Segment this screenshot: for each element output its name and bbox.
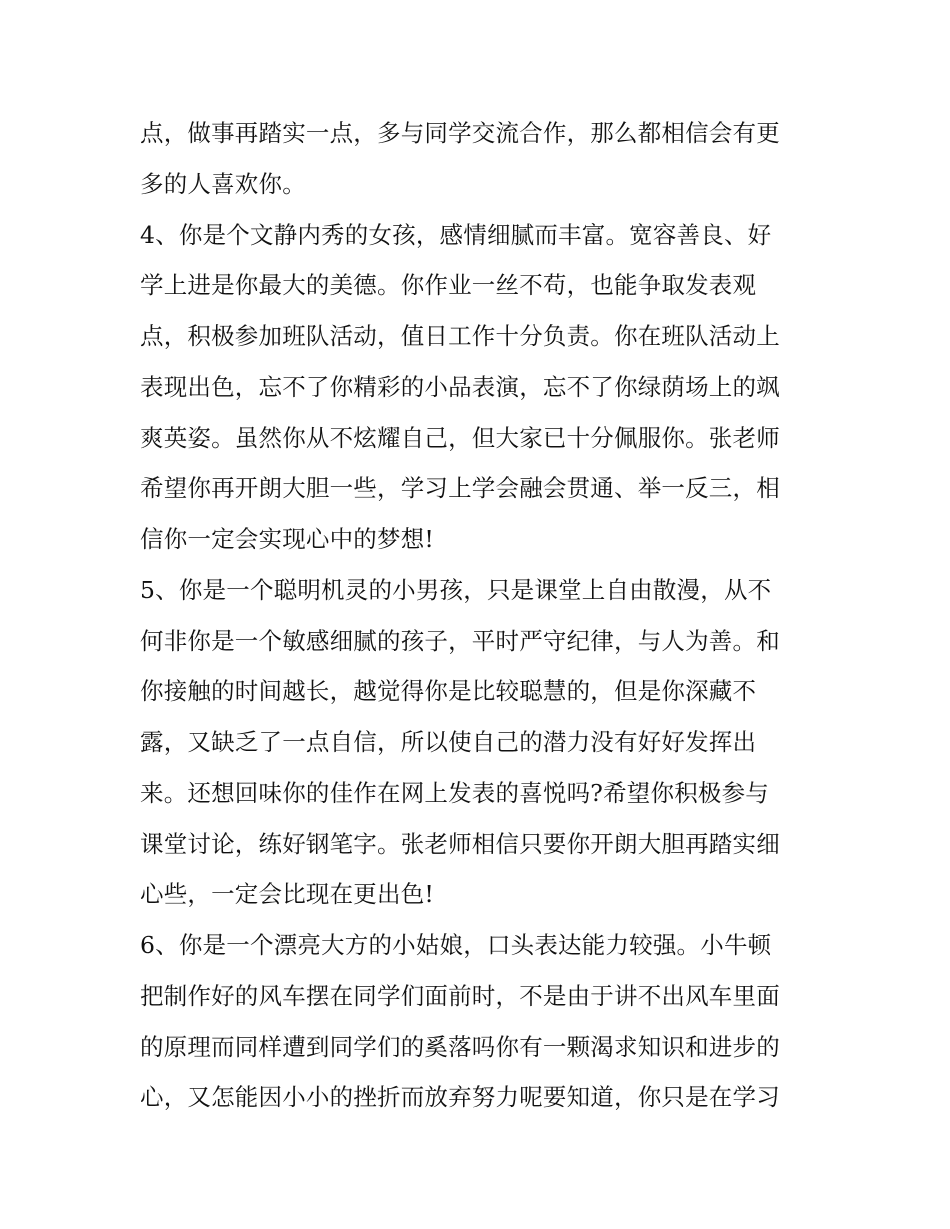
- text-line: 信你一定会实现心中的梦想!: [140, 525, 435, 553]
- text-line: 心些，一定会比现在更出色!: [140, 880, 435, 909]
- text-line: 心，又怎能因小小的挫折而放弃努力呢要知道，你只是在学习: [140, 1083, 780, 1112]
- text-line: 学上进是你最大的美德。你作业一丝不苟，也能争取发表观: [140, 271, 757, 300]
- text-line: 希望你再开朗大胆一些，学习上学会融会贯通、举一反三，相: [140, 474, 780, 503]
- text-line: 表现出色，忘不了你精彩的小品表演，忘不了你绿荫场上的飒: [140, 372, 780, 401]
- text-line: 4、你是个文静内秀的女孩，感情细腻而丰富。宽容善良、好: [140, 220, 772, 249]
- text-line: 你接触的时间越长，越觉得你是比较聪慧的，但是你深藏不: [140, 677, 757, 706]
- text-line: 5、你是一个聪明机灵的小男孩，只是课堂上自由散漫，从不: [140, 575, 772, 604]
- text-line: 露，又缺乏了一点自信，所以使自己的潜力没有好好发挥出: [140, 728, 757, 756]
- text-line: 爽英姿。虽然你从不炫耀自己，但大家已十分佩服你。张老师: [140, 423, 780, 452]
- body-text: [140, 108, 820, 1123]
- text-line: 点，做事再踏实一点，多与同学交流合作，那么都相信会有更: [140, 119, 780, 147]
- text-line: 多的人喜欢你。: [140, 169, 306, 198]
- text-line: 课堂讨论，练好钢笔字。张老师相信只要你开朗大胆再踏实细: [140, 829, 780, 858]
- text-line: 的原理而同样遭到同学们的奚落吗你有一颗渴求知识和进步的: [140, 1032, 780, 1061]
- text-line: 6、你是一个漂亮大方的小姑娘，口头表达能力较强。小牛顿: [140, 931, 772, 959]
- text-line: 何非你是一个敏感细腻的孩子，平时严守纪律，与人为善。和: [140, 626, 780, 655]
- text-line: 来。还想回味你的佳作在网上发表的喜悦吗?希望你积极参与: [140, 778, 769, 807]
- text-line: 把制作好的风车摆在同学们面前时，不是由于讲不出风车里面: [140, 981, 780, 1010]
- text-line: 点，积极参加班队活动，值日工作十分负责。你在班队活动上: [140, 322, 780, 350]
